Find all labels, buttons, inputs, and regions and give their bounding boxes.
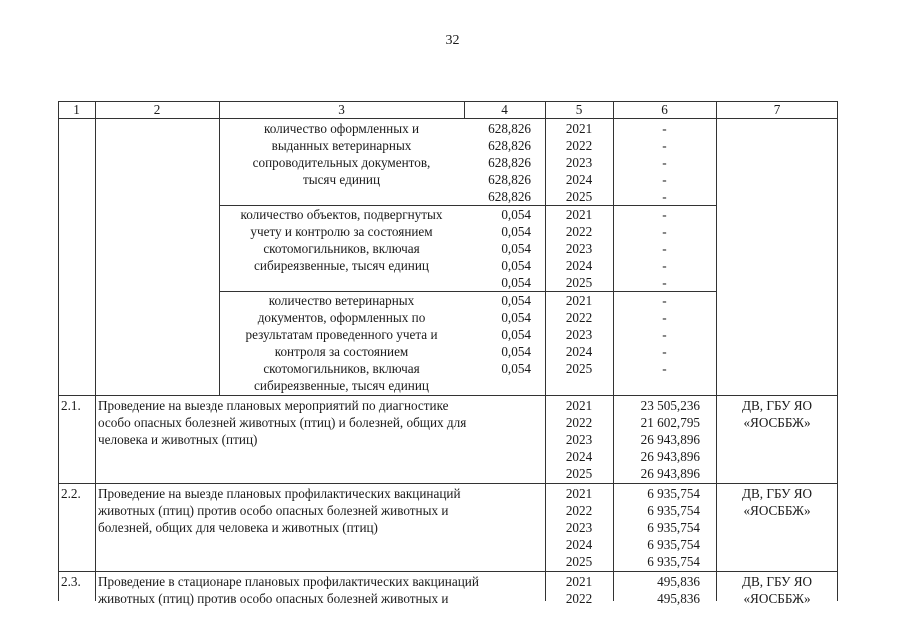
activity-year: 2021 xyxy=(565,398,593,413)
indicator-value: 628,826 xyxy=(488,155,531,170)
header-col-2: 2 xyxy=(153,102,161,117)
indicator-description-line: контроля за состоянием xyxy=(274,344,409,359)
indicator-description-line: скотомогильников, включая xyxy=(263,361,420,376)
activity-number: 2.1. xyxy=(61,398,81,413)
activity-number: 2.3. xyxy=(61,574,81,589)
indicator-value: 0,054 xyxy=(501,207,531,222)
indicator-value: 0,054 xyxy=(501,310,531,325)
header-col-3: 3 xyxy=(338,102,345,117)
indicator-funding: - xyxy=(662,293,667,308)
indicator-year: 2024 xyxy=(565,344,593,359)
activity-year: 2021 xyxy=(565,574,593,589)
indicator-funding: - xyxy=(662,189,667,204)
indicator-year: 2025 xyxy=(565,275,593,290)
indicator-description-line: скотомогильников, включая xyxy=(263,241,420,256)
indicator-value: 0,054 xyxy=(501,293,531,308)
indicator-description-line: документов, оформленных по xyxy=(257,310,426,325)
activity-title-line: Проведение в стационаре плановых профилактических вакцинаций xyxy=(98,574,479,589)
indicator-funding: - xyxy=(662,155,667,170)
indicator-funding: - xyxy=(662,241,667,256)
activity-executor-line: «ЯОСББЖ» xyxy=(743,503,811,518)
indicator-description-line: тысяч единиц xyxy=(302,172,381,187)
activity-title-line: особо опасных болезней животных (птиц) и болезней, общих для xyxy=(98,415,467,430)
indicator-value: 0,054 xyxy=(501,275,531,290)
indicator-year: 2021 xyxy=(565,207,593,222)
indicator-funding: - xyxy=(662,361,667,376)
activity-year: 2022 xyxy=(565,415,593,430)
indicator-value: 628,826 xyxy=(488,121,531,136)
indicator-description-line: сопроводительных документов, xyxy=(252,155,431,170)
indicator-value: 0,054 xyxy=(501,241,531,256)
indicator-funding: - xyxy=(662,275,667,290)
activity-funding: 6 935,754 xyxy=(647,537,700,552)
indicator-description-line: выданных ветеринарных xyxy=(271,138,412,153)
header-col-1: 1 xyxy=(73,102,80,117)
indicator-funding: - xyxy=(662,121,667,136)
indicator-year: 2023 xyxy=(565,327,593,342)
header-col-4: 4 xyxy=(501,102,508,117)
activity-year: 2022 xyxy=(565,503,593,518)
indicator-year: 2025 xyxy=(565,361,593,376)
header-col-7: 7 xyxy=(773,102,781,117)
indicator-description-line: сибиреязвенные, тысяч единиц xyxy=(254,378,429,393)
page-number: 32 xyxy=(445,33,460,48)
indicator-description-line: результатам проведенного учета и xyxy=(245,327,438,342)
activity-number: 2.2. xyxy=(61,486,81,501)
indicator-description-line: количество объектов, подвергнутых xyxy=(240,207,443,222)
indicator-description-line: сибиреязвенные, тысяч единиц xyxy=(254,258,429,273)
indicator-value: 0,054 xyxy=(501,224,531,239)
indicator-value: 628,826 xyxy=(488,138,531,153)
indicator-year: 2022 xyxy=(565,138,593,153)
activity-year: 2024 xyxy=(565,449,593,464)
indicator-year: 2021 xyxy=(565,293,593,308)
activity-title-line: болезней, общих для человека и животных (птиц) xyxy=(98,520,378,535)
indicator-description-line: учету и контролю за состоянием xyxy=(250,224,433,239)
indicator-value: 0,054 xyxy=(501,327,531,342)
header-col-6: 6 xyxy=(661,102,668,117)
activity-executor-line: ДВ, ГБУ ЯО xyxy=(741,398,813,413)
activity-year: 2023 xyxy=(565,432,593,447)
indicator-funding: - xyxy=(662,138,667,153)
indicator-funding: - xyxy=(662,258,667,273)
activity-executor-line: «ЯОСББЖ» xyxy=(743,415,811,430)
activity-funding: 26 943,896 xyxy=(640,449,700,464)
indicator-value: 0,054 xyxy=(501,258,531,273)
indicator-funding: - xyxy=(662,172,667,187)
indicator-funding: - xyxy=(662,344,667,359)
activity-funding: 6 935,754 xyxy=(647,503,700,518)
activity-funding: 23 505,236 xyxy=(640,398,700,413)
activity-title-line: животных (птиц) против особо опасных болезней животных и xyxy=(98,503,449,518)
indicator-value: 628,826 xyxy=(488,189,531,204)
activity-title-line: животных (птиц) против особо опасных болезней животных и xyxy=(98,591,449,606)
activity-executor-line: ДВ, ГБУ ЯО xyxy=(741,486,813,501)
activity-year: 2022 xyxy=(565,591,593,606)
indicator-funding: - xyxy=(662,310,667,325)
indicator-year: 2021 xyxy=(565,121,593,136)
indicator-funding: - xyxy=(662,327,667,342)
activity-year: 2023 xyxy=(565,520,593,535)
activity-funding: 495,836 xyxy=(657,591,700,606)
activity-title-line: Проведение на выезде плановых мероприятий по диагностике xyxy=(98,398,449,413)
activity-year: 2021 xyxy=(565,486,593,501)
activity-funding: 6 935,754 xyxy=(647,520,700,535)
activity-funding: 6 935,754 xyxy=(647,554,700,569)
indicator-funding: - xyxy=(662,207,667,222)
indicator-year: 2022 xyxy=(565,224,593,239)
indicator-description-line: количество ветеринарных xyxy=(268,293,415,308)
indicator-value: 628,826 xyxy=(488,172,531,187)
indicator-year: 2025 xyxy=(565,189,593,204)
activity-year: 2025 xyxy=(565,466,593,481)
indicator-year: 2023 xyxy=(565,241,593,256)
activity-executor-line: «ЯОСББЖ» xyxy=(743,591,811,606)
activity-funding: 495,836 xyxy=(657,574,700,589)
activity-funding: 26 943,896 xyxy=(640,432,700,447)
indicator-year: 2024 xyxy=(565,258,593,273)
activity-funding: 21 602,795 xyxy=(640,415,700,430)
indicator-description-line: количество оформленных и xyxy=(263,121,420,136)
indicator-value: 0,054 xyxy=(501,361,531,376)
activity-executor-line: ДВ, ГБУ ЯО xyxy=(741,574,813,589)
indicator-value: 0,054 xyxy=(501,344,531,359)
activity-title-line: Проведение на выезде плановых профилактических вакцинаций xyxy=(98,486,461,501)
indicator-year: 2022 xyxy=(565,310,593,325)
activity-funding: 26 943,896 xyxy=(640,466,700,481)
header-col-5: 5 xyxy=(575,102,583,117)
indicator-year: 2023 xyxy=(565,155,593,170)
activity-year: 2024 xyxy=(565,537,593,552)
activity-year: 2025 xyxy=(565,554,593,569)
activity-funding: 6 935,754 xyxy=(647,486,700,501)
activity-title-line: человека и животных (птиц) xyxy=(98,432,258,447)
indicator-year: 2024 xyxy=(565,172,593,187)
indicator-funding: - xyxy=(662,224,667,239)
